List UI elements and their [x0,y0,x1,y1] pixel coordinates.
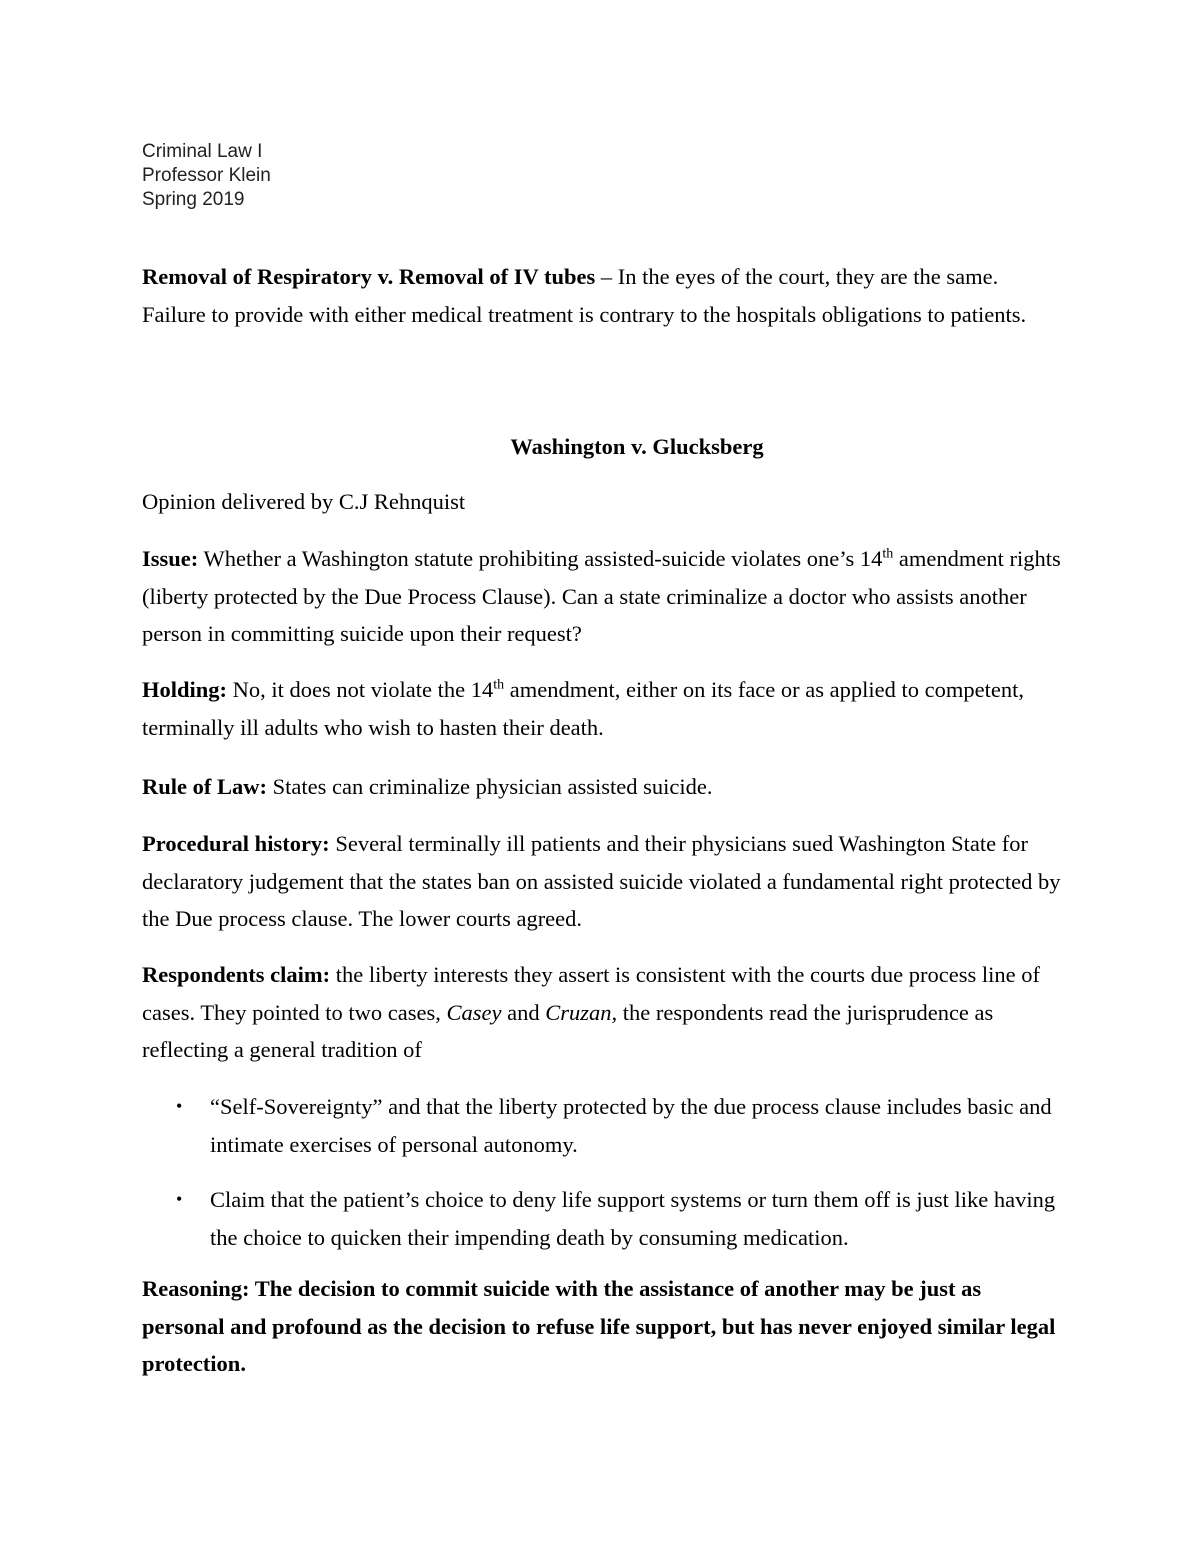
case-cruzan: Cruzan, [545,999,618,1025]
holding-section [142,671,1067,746]
issue-text-2: amendment rights (liberty protected by the Due Process Clause). Can a state criminalize a doctor who assists another person in committing suicide upon their request? [142,546,1061,646]
intro-heading: Removal of Respiratory v. Removal of IV tubes [142,264,596,289]
procedural-section [142,825,1067,938]
intro-paragraph [142,258,1067,333]
issue-section [142,540,1067,653]
list-item [142,1181,1072,1256]
holding-sup: th [493,677,505,693]
bullet-marker: • [176,1189,183,1209]
respondents-text-3: the respondents read the jurisprudence as reflecting a general tradition of [142,999,994,1062]
reasoning-section [142,1270,1067,1383]
issue-label: Issue: [142,546,199,571]
respondents-text-1: the liberty interests they assert is consistent with the courts due process line of cases. They pointed to two cases, [142,962,1040,1025]
procedural-label: Procedural history: [142,831,330,856]
bullet-text: Claim that the patient’s choice to deny life support systems or turn them off is just like having the choice to quicken their impending death by consuming medication. [210,1187,1056,1250]
course-name: Criminal Law I [142,141,263,162]
rule-text: States can criminalize physician assisted suicide. [267,774,713,799]
holding-text-1: No, it does not violate the 14 [227,677,494,702]
respondents-label: Respondents claim: [142,962,331,987]
term: Spring 2019 [142,189,245,210]
intro-text: In the eyes of the court, they are the same. Failure to provide with either medical treatment is contrary to the hospitals obligations to patients. [142,264,1027,327]
issue-text-1: Whether a Washington statute prohibiting assisted-suicide violates one’s 14 [198,546,883,571]
rule-section [142,768,1067,806]
respondents-section [142,956,1067,1069]
case-title: Washington v. Glucksberg [510,434,764,459]
reasoning-label: Reasoning: [142,1276,250,1301]
case-casey: Casey [446,999,502,1025]
procedural-text: Several terminally ill patients and their physicians sued Washington State for declaratory judgement that the states ban on assisted suicide violated a fundamental right protected by the Due process clause. The lower courts agreed. [142,831,1061,931]
professor-name: Professor Klein [142,165,271,186]
holding-label: Holding: [142,677,228,702]
respondents-bullet-list [142,1088,1072,1256]
reasoning-text: The decision to commit suicide with the assistance of another may be just as personal and profound as the decision to refuse life support, but has never enjoyed similar legal protection. [142,1276,1056,1376]
holding-text-2: amendment, either on its face or as applied to competent, terminally ill adults who wish to hasten their death. [142,677,1024,740]
bullet-marker: • [176,1096,183,1116]
intro-dash: – [595,264,618,289]
opinion-line [142,483,1067,521]
list-item [142,1088,1072,1163]
issue-sup: th [882,546,894,562]
document-header [142,140,271,212]
opinion-text: Opinion delivered by C.J Rehnquist [142,489,466,514]
bullet-text: “Self-Sovereignty” and that the liberty protected by the due process clause includes basic and intimate exercises of personal autonomy. [210,1094,1052,1157]
rule-label: Rule of Law: [142,774,267,799]
respondents-text-2: and [501,999,546,1025]
